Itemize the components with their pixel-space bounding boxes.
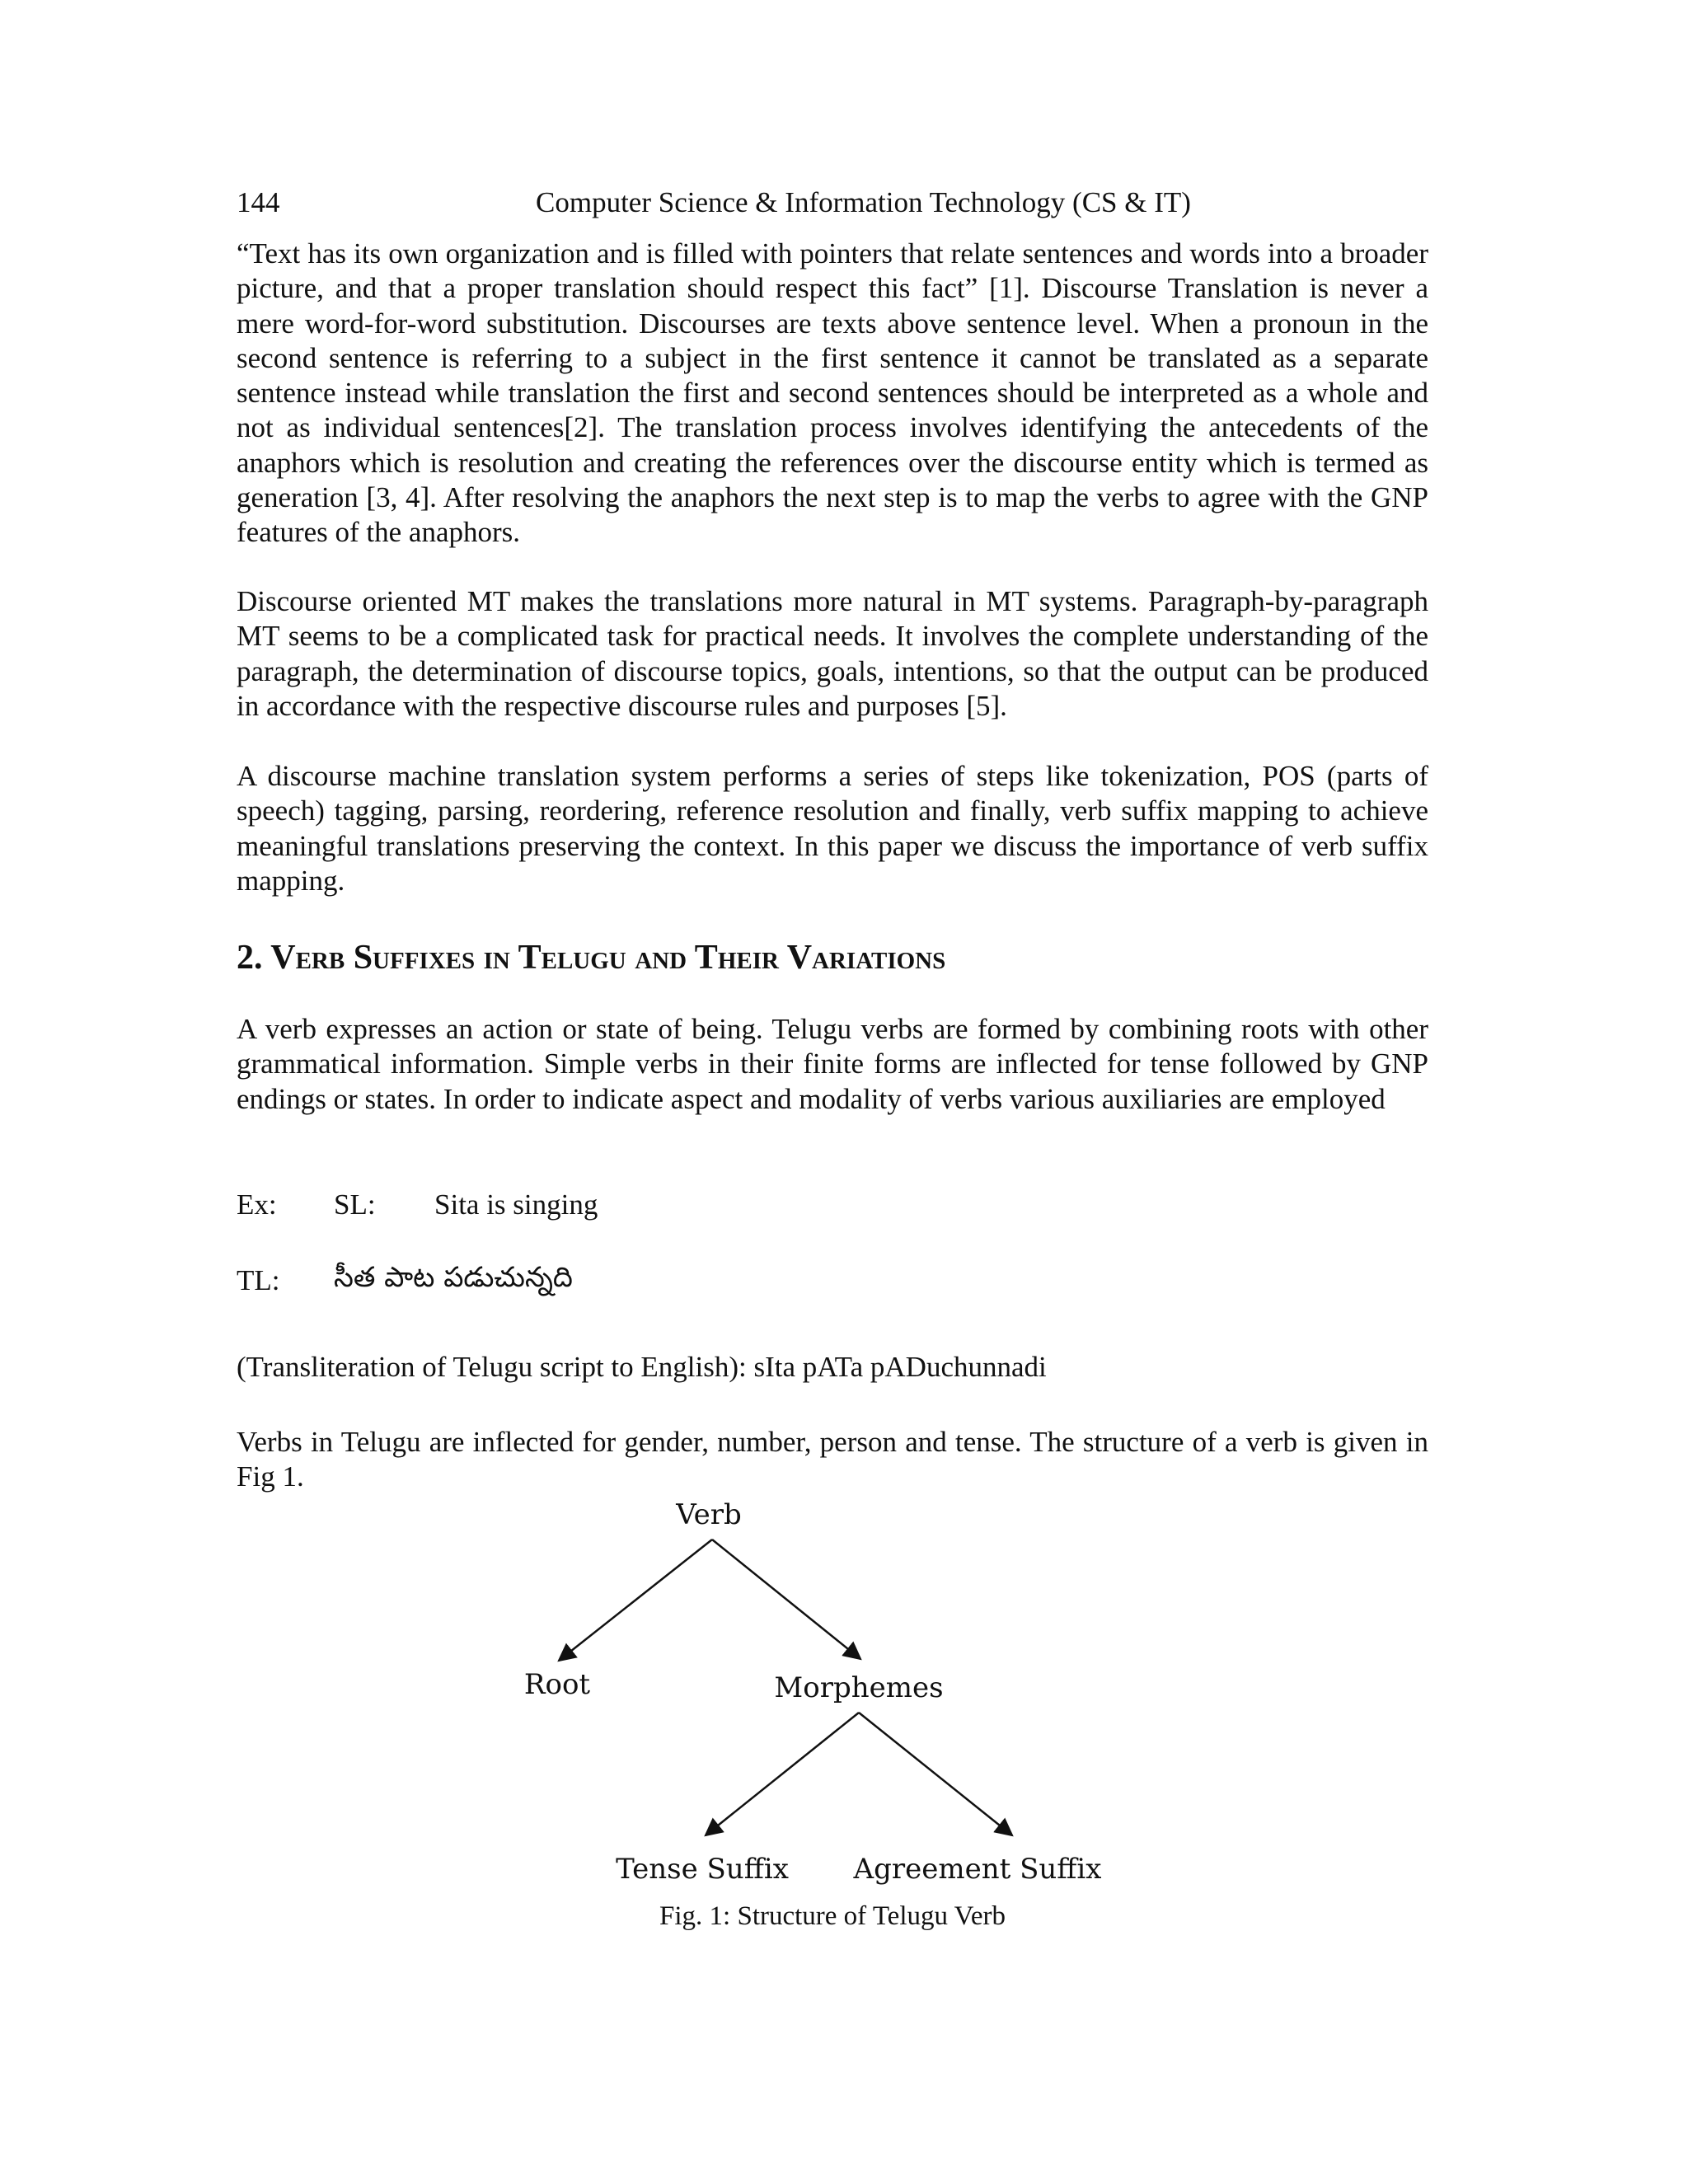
node-root: Root xyxy=(523,1668,591,1701)
edge-morphemes-tense xyxy=(706,1713,859,1835)
running-title: Computer Science & Information Technology (CS & IT) xyxy=(536,186,1191,218)
edge-verb-morphemes xyxy=(712,1540,860,1659)
verb-structure-diagram xyxy=(511,1492,1170,1904)
section-heading: 2. Verb Suffixes in Telugu and Their Variations xyxy=(237,939,946,977)
paragraph-verb-structure: Verbs in Telugu are inflected for gender, number, person and tense. The structure of a verb is given in Fig 1. xyxy=(237,1426,1428,1493)
node-agreement-suffix: Agreement Suffix xyxy=(853,1853,1102,1886)
source-language-text: Sita is singing xyxy=(434,1188,598,1221)
target-language-text: సీత పాట పడుచున్నది xyxy=(334,1261,573,1294)
node-verb: Verb xyxy=(676,1498,742,1531)
paragraph-discourse-oriented-mt: Discourse oriented MT makes the translations more natural in MT systems. Paragraph-by-paragraph MT seems to be a complicated task for practical needs. It involves the complete understanding of the paragraph, the determination of discourse topics, goals, intentions, so that the output can be produced in accordance with the respective discourse rules and purposes [5]. xyxy=(237,585,1428,722)
paragraph-verb-definition: A verb expresses an action or state of being. Telugu verbs are formed by combining roots with other grammatical information. Simple verbs in their finite forms are inflected for tense followed by GNP endings or states. In order to indicate aspect and modality of verbs various auxiliaries are employed xyxy=(237,1013,1428,1115)
paragraph-discourse-translation: “Text has its own organization and is filled with pointers that relate sentences and words into a broader picture, and that a proper translation should respect this fact” [1]. Discourse Translation is never a mere word-for-word substitution. Discourses are texts above sentence level. When a pronoun in the second sentence is referring to a subject in the first sentence it cannot be translated as a separate sentence instead while translation the first and second sentences should be interpreted as a whole and not as individual sentences[2]. The translation process involves identifying the antecedents of the anaphors which is resolution and creating the references over the discourse entity which is termed as generation [3, 4]. After resolving the anaphors the next step is to map the verbs to agree with the GNP features of the anaphors. xyxy=(237,237,1428,549)
node-tense-suffix: Tense Suffix xyxy=(616,1853,789,1886)
edge-verb-root xyxy=(559,1540,712,1661)
node-morphemes: Morphemes xyxy=(774,1671,944,1704)
source-language-label: SL: xyxy=(334,1188,376,1221)
page-number: 144 xyxy=(237,186,280,218)
figure-caption: Fig. 1: Structure of Telugu Verb xyxy=(659,1901,1006,1931)
edge-morphemes-agreement xyxy=(859,1713,1012,1835)
example-label: Ex: xyxy=(237,1188,277,1221)
target-language-label: TL: xyxy=(237,1264,280,1296)
paragraph-discourse-mt-system: A discourse machine translation system performs a series of steps like tokenization, POS (parts of speech) tagging, parsing, reordering, reference resolution and finally, verb suffix mapping to achieve meaningful translations preserving the context. In this paper we discuss the importance of verb suffix mapping. xyxy=(237,760,1428,897)
transliteration-line: (Transliteration of Telugu script to English): sIta pATa pADuchunnadi xyxy=(237,1351,1047,1383)
